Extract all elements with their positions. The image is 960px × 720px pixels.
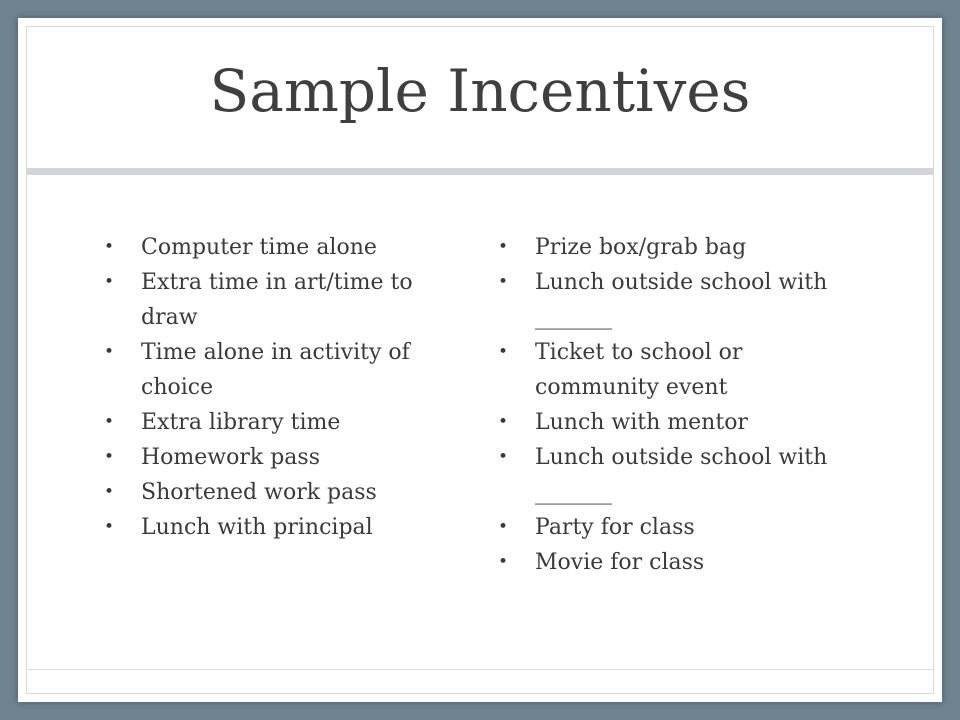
list-item-text: Party for class bbox=[535, 515, 695, 540]
right-bullet-list bbox=[498, 230, 858, 580]
slide bbox=[18, 18, 942, 702]
list-item-text: Ticket to school or community event bbox=[535, 340, 743, 400]
list-item bbox=[104, 230, 434, 265]
bullet-icon: • bbox=[104, 272, 115, 292]
bullet-icon: • bbox=[498, 517, 509, 537]
bullet-icon: • bbox=[104, 237, 115, 257]
list-item bbox=[104, 475, 434, 510]
bullet-icon: • bbox=[104, 342, 115, 362]
list-item bbox=[498, 405, 858, 440]
list-item-text: Lunch outside school with _______ bbox=[535, 270, 828, 330]
bullet-icon: • bbox=[498, 272, 509, 292]
bullet-icon: • bbox=[498, 552, 509, 572]
bullet-icon: • bbox=[104, 447, 115, 467]
bullet-icon: • bbox=[498, 237, 509, 257]
list-item-text: Prize box/grab bag bbox=[535, 235, 747, 260]
list-item bbox=[498, 510, 858, 545]
list-item bbox=[104, 335, 434, 405]
bullet-icon: • bbox=[498, 447, 509, 467]
list-item bbox=[104, 440, 434, 475]
list-item-text: Homework pass bbox=[141, 445, 321, 470]
bullet-icon: • bbox=[104, 517, 115, 537]
list-item-text: Extra time in art/time to draw bbox=[141, 270, 413, 330]
left-bullet-list bbox=[104, 230, 434, 545]
list-item-text: Lunch with principal bbox=[141, 515, 373, 540]
list-item bbox=[498, 335, 858, 405]
list-item-text: Movie for class bbox=[535, 550, 705, 575]
bullet-icon: • bbox=[498, 342, 509, 362]
title-divider bbox=[27, 168, 933, 175]
list-item-text: Computer time alone bbox=[141, 235, 377, 260]
list-item bbox=[498, 440, 858, 510]
slide-title: Sample Incentives bbox=[209, 57, 751, 125]
list-item-text: Lunch outside school with _______ bbox=[535, 445, 828, 505]
list-item bbox=[498, 265, 858, 335]
title-band bbox=[18, 18, 942, 169]
bullet-icon: • bbox=[498, 412, 509, 432]
list-item-text: Extra library time bbox=[141, 410, 341, 435]
bullet-icon: • bbox=[104, 412, 115, 432]
list-item bbox=[104, 405, 434, 440]
list-item-text: Lunch with mentor bbox=[535, 410, 748, 435]
list-item-text: Time alone in activity of choice bbox=[141, 340, 410, 400]
list-item bbox=[498, 545, 858, 580]
list-item bbox=[498, 230, 858, 265]
list-item-text: Shortened work pass bbox=[141, 480, 377, 505]
list-item bbox=[104, 265, 434, 335]
list-item bbox=[104, 510, 434, 545]
bullet-icon: • bbox=[104, 482, 115, 502]
footer-divider bbox=[27, 669, 933, 670]
